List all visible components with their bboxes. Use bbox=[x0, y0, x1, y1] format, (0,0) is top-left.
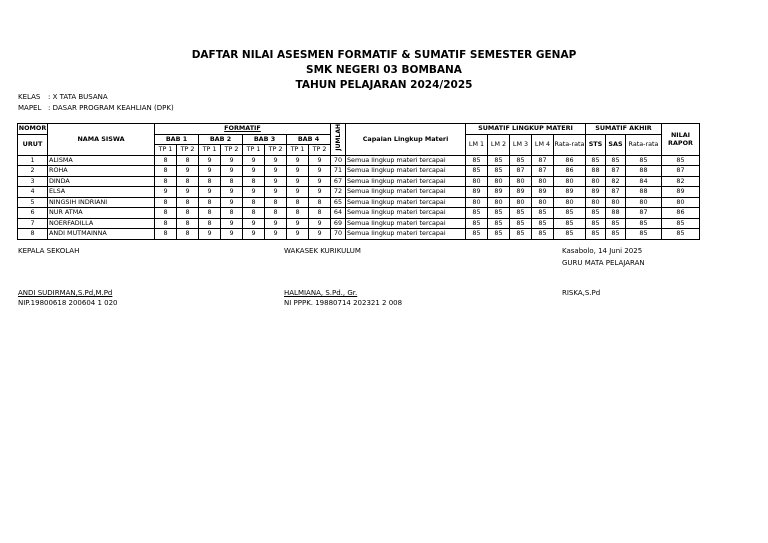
akhir-rata-rata: 80 bbox=[626, 197, 662, 208]
tp-score: 8 bbox=[177, 218, 199, 229]
tp-score: 9 bbox=[287, 155, 309, 166]
header-jumlah bbox=[331, 124, 346, 156]
nilai-rapor: 80 bbox=[662, 197, 700, 208]
lm-rata-rata: 85 bbox=[554, 218, 586, 229]
kelas-label: KELAS bbox=[18, 93, 41, 101]
lm-score: 85 bbox=[532, 208, 554, 219]
akhir-rata-rata: 88 bbox=[626, 166, 662, 177]
sas-score: 88 bbox=[606, 208, 626, 219]
lm-score: 80 bbox=[466, 176, 488, 187]
grade-table-body bbox=[18, 155, 700, 239]
lm-score: 85 bbox=[466, 155, 488, 166]
row-number: 7 bbox=[18, 218, 48, 229]
nilai-rapor: 85 bbox=[662, 229, 700, 240]
tp-score: 9 bbox=[309, 176, 331, 187]
sas-score: 82 bbox=[606, 176, 626, 187]
sts-score: 85 bbox=[586, 208, 606, 219]
header-nomor: NOMOR bbox=[18, 124, 47, 133]
lm-rata-rata: 89 bbox=[554, 187, 586, 198]
lm-score: 80 bbox=[532, 176, 554, 187]
tp-score: 9 bbox=[199, 187, 221, 198]
tp-score: 9 bbox=[309, 155, 331, 166]
akhir-rata-rata: 88 bbox=[626, 187, 662, 198]
guru-label: GURU MATA PELAJARAN bbox=[562, 259, 645, 267]
wakasek-nip: NI PPPK. 19880714 202321 2 008 bbox=[284, 299, 403, 307]
lm-score: 85 bbox=[488, 166, 510, 177]
tp-score: 8 bbox=[221, 208, 243, 219]
header-tp: TP 2 bbox=[265, 145, 287, 156]
akhir-rata-rata: 85 bbox=[626, 155, 662, 166]
lm-score: 85 bbox=[488, 229, 510, 240]
lm-score: 89 bbox=[466, 187, 488, 198]
tp-score: 8 bbox=[199, 197, 221, 208]
lm-score: 85 bbox=[532, 229, 554, 240]
table-row bbox=[18, 229, 700, 240]
header-capaian: Capaian Lingkup Materi bbox=[346, 124, 466, 156]
sts-score: 80 bbox=[586, 197, 606, 208]
tp-score: 8 bbox=[177, 229, 199, 240]
tp-score: 9 bbox=[221, 197, 243, 208]
student-name: NINGSIH INDRIANI bbox=[48, 197, 155, 208]
header-sumatif-akhir: SUMATIF AKHIR bbox=[586, 124, 662, 135]
student-name: DINDA bbox=[48, 176, 155, 187]
tp-score: 9 bbox=[155, 187, 177, 198]
lm-score: 85 bbox=[510, 155, 532, 166]
lm-rata-rata: 86 bbox=[554, 166, 586, 177]
tp-score: 8 bbox=[155, 176, 177, 187]
tp-score: 8 bbox=[309, 197, 331, 208]
nilai-rapor: 85 bbox=[662, 155, 700, 166]
kelas-info bbox=[18, 93, 108, 102]
capaian-text: Semua lingkup materi tercapai bbox=[346, 229, 466, 240]
row-number: 4 bbox=[18, 187, 48, 198]
lm-rata-rata: 86 bbox=[554, 155, 586, 166]
tp-score: 9 bbox=[243, 155, 265, 166]
row-number: 6 bbox=[18, 208, 48, 219]
mapel-label: MAPEL bbox=[18, 104, 42, 112]
tp-score: 8 bbox=[265, 208, 287, 219]
capaian-text: Semua lingkup materi tercapai bbox=[346, 197, 466, 208]
jumlah-value: 72 bbox=[331, 187, 346, 198]
table-row bbox=[18, 176, 700, 187]
jumlah-value: 70 bbox=[331, 229, 346, 240]
lm-score: 87 bbox=[510, 166, 532, 177]
lm-score: 80 bbox=[466, 197, 488, 208]
tp-score: 9 bbox=[265, 229, 287, 240]
header-rata-rata: Rata-rata bbox=[554, 134, 586, 155]
tp-score: 9 bbox=[287, 166, 309, 177]
wakasek-label: WAKASEK KURIKULUM bbox=[284, 247, 361, 255]
header-rata-rata-akhir: Rata-rata bbox=[626, 134, 662, 155]
row-number: 5 bbox=[18, 197, 48, 208]
tp-score: 9 bbox=[221, 229, 243, 240]
akhir-rata-rata: 87 bbox=[626, 208, 662, 219]
jumlah-value: 67 bbox=[331, 176, 346, 187]
tp-score: 9 bbox=[265, 176, 287, 187]
tp-score: 8 bbox=[155, 218, 177, 229]
tp-score: 9 bbox=[243, 218, 265, 229]
header-tp: TP 2 bbox=[221, 145, 243, 156]
tp-score: 8 bbox=[177, 197, 199, 208]
lm-score: 85 bbox=[510, 218, 532, 229]
jumlah-value: 70 bbox=[331, 155, 346, 166]
sas-score: 85 bbox=[606, 155, 626, 166]
lm-score: 89 bbox=[532, 187, 554, 198]
tp-score: 8 bbox=[265, 197, 287, 208]
lm-rata-rata: 85 bbox=[554, 229, 586, 240]
sts-score: 89 bbox=[586, 187, 606, 198]
sts-score: 85 bbox=[586, 218, 606, 229]
tp-score: 8 bbox=[155, 197, 177, 208]
tp-score: 9 bbox=[287, 218, 309, 229]
jumlah-value: 69 bbox=[331, 218, 346, 229]
tp-score: 9 bbox=[199, 229, 221, 240]
nilai-rapor: 82 bbox=[662, 176, 700, 187]
sts-score: 80 bbox=[586, 176, 606, 187]
wakasek-name: HALMIANA, S.Pd., Gr. bbox=[284, 289, 358, 297]
kepala-sekolah-name: ANDI SUDIRMAN,S.Pd,M.Pd bbox=[18, 289, 113, 297]
lm-score: 85 bbox=[532, 218, 554, 229]
tp-score: 9 bbox=[265, 218, 287, 229]
tp-score: 9 bbox=[221, 166, 243, 177]
tp-score: 8 bbox=[177, 208, 199, 219]
kepala-sekolah-nip: NIP.19800618 200604 1 020 bbox=[18, 299, 118, 307]
header-nilai-rapor: NILAI RAPOR bbox=[662, 124, 700, 156]
sts-score: 85 bbox=[586, 155, 606, 166]
tp-score: 8 bbox=[155, 229, 177, 240]
tp-score: 8 bbox=[309, 208, 331, 219]
row-number: 3 bbox=[18, 176, 48, 187]
guru-name: RISKA,S.Pd bbox=[562, 289, 601, 297]
lm-score: 85 bbox=[488, 155, 510, 166]
signature-date: Kasabolo, 14 Juni 2025 bbox=[562, 247, 643, 255]
tp-score: 8 bbox=[243, 176, 265, 187]
table-row bbox=[18, 155, 700, 166]
header-nama-siswa: NAMA SISWA bbox=[48, 124, 155, 156]
doc-title-line1: DAFTAR NILAI ASESMEN FORMATIF & SUMATIF SEMESTER GENAP bbox=[191, 49, 577, 61]
doc-title-line3: TAHUN PELAJARAN 2024/2025 bbox=[295, 79, 473, 91]
row-number: 1 bbox=[18, 155, 48, 166]
tp-score: 9 bbox=[309, 166, 331, 177]
tp-score: 9 bbox=[221, 155, 243, 166]
tp-score: 8 bbox=[243, 208, 265, 219]
tp-score: 8 bbox=[177, 176, 199, 187]
nilai-rapor: 85 bbox=[662, 218, 700, 229]
tp-score: 8 bbox=[243, 197, 265, 208]
tp-score: 9 bbox=[199, 155, 221, 166]
tp-score: 9 bbox=[177, 187, 199, 198]
header-lm3: LM 3 bbox=[510, 134, 532, 155]
tp-score: 9 bbox=[287, 187, 309, 198]
header-bab4: BAB 4 bbox=[287, 134, 331, 145]
lm-rata-rata: 85 bbox=[554, 208, 586, 219]
sas-score: 85 bbox=[606, 229, 626, 240]
table-row bbox=[18, 208, 700, 219]
header-sumatif-lm: SUMATIF LINGKUP MATERI bbox=[466, 124, 586, 135]
table-row bbox=[18, 187, 700, 198]
tp-score: 9 bbox=[287, 229, 309, 240]
akhir-rata-rata: 85 bbox=[626, 218, 662, 229]
tp-score: 9 bbox=[243, 229, 265, 240]
doc-title-line2: SMK NEGERI 03 BOMBANA bbox=[306, 64, 462, 76]
tp-score: 9 bbox=[221, 187, 243, 198]
student-name: ALISMA bbox=[48, 155, 155, 166]
lm-score: 85 bbox=[466, 208, 488, 219]
header-lm1: LM 1 bbox=[466, 134, 488, 155]
tp-score: 9 bbox=[243, 166, 265, 177]
tp-score: 9 bbox=[309, 229, 331, 240]
tp-score: 9 bbox=[177, 166, 199, 177]
lm-score: 89 bbox=[510, 187, 532, 198]
header-sas: SAS bbox=[606, 134, 626, 155]
nilai-rapor: 89 bbox=[662, 187, 700, 198]
lm-score: 85 bbox=[466, 166, 488, 177]
student-name: ROHA bbox=[48, 166, 155, 177]
row-number: 8 bbox=[18, 229, 48, 240]
header-lm2: LM 2 bbox=[488, 134, 510, 155]
lm-rata-rata: 80 bbox=[554, 176, 586, 187]
kelas-value: : X TATA BUSANA bbox=[48, 93, 108, 101]
tp-score: 9 bbox=[221, 218, 243, 229]
capaian-text: Semua lingkup materi tercapai bbox=[346, 208, 466, 219]
tp-score: 9 bbox=[309, 187, 331, 198]
header-urut: URUT bbox=[18, 134, 48, 155]
header-tp: TP 1 bbox=[287, 145, 309, 156]
tp-score: 8 bbox=[155, 155, 177, 166]
header-tp: TP 2 bbox=[309, 145, 331, 156]
lm-score: 80 bbox=[510, 197, 532, 208]
lm-score: 85 bbox=[488, 218, 510, 229]
tp-score: 8 bbox=[199, 208, 221, 219]
header-jumlah-label: JUMLAH bbox=[334, 124, 342, 152]
jumlah-value: 71 bbox=[331, 166, 346, 177]
jumlah-value: 65 bbox=[331, 197, 346, 208]
sas-score: 87 bbox=[606, 166, 626, 177]
nilai-rapor: 87 bbox=[662, 166, 700, 177]
tp-score: 9 bbox=[199, 166, 221, 177]
tp-score: 9 bbox=[265, 155, 287, 166]
student-name: NOERFADILLA bbox=[48, 218, 155, 229]
tp-score: 8 bbox=[155, 166, 177, 177]
nilai-rapor: 86 bbox=[662, 208, 700, 219]
lm-score: 80 bbox=[488, 176, 510, 187]
capaian-text: Semua lingkup materi tercapai bbox=[346, 176, 466, 187]
tp-score: 8 bbox=[155, 208, 177, 219]
lm-score: 80 bbox=[488, 197, 510, 208]
header-tp: TP 1 bbox=[155, 145, 177, 156]
capaian-text: Semua lingkup materi tercapai bbox=[346, 218, 466, 229]
table-row bbox=[18, 166, 700, 177]
header-bab2: BAB 2 bbox=[199, 134, 243, 145]
tp-score: 9 bbox=[265, 187, 287, 198]
lm-score: 85 bbox=[510, 208, 532, 219]
lm-score: 89 bbox=[488, 187, 510, 198]
tp-score: 9 bbox=[309, 218, 331, 229]
tp-score: 8 bbox=[287, 208, 309, 219]
capaian-text: Semua lingkup materi tercapai bbox=[346, 155, 466, 166]
tp-score: 9 bbox=[265, 166, 287, 177]
tp-score: 8 bbox=[221, 176, 243, 187]
akhir-rata-rata: 85 bbox=[626, 229, 662, 240]
student-name: NUR ATMA bbox=[48, 208, 155, 219]
header-sts: STS bbox=[586, 134, 606, 155]
akhir-rata-rata: 84 bbox=[626, 176, 662, 187]
lm-score: 87 bbox=[532, 166, 554, 177]
student-name: ELSA bbox=[48, 187, 155, 198]
tp-score: 8 bbox=[199, 218, 221, 229]
tp-score: 8 bbox=[199, 176, 221, 187]
sts-score: 88 bbox=[586, 166, 606, 177]
tp-score: 9 bbox=[287, 176, 309, 187]
kepala-sekolah-label: KEPALA SEKOLAH bbox=[18, 247, 80, 255]
header-bab3: BAB 3 bbox=[243, 134, 287, 145]
sas-score: 87 bbox=[606, 187, 626, 198]
capaian-text: Semua lingkup materi tercapai bbox=[346, 166, 466, 177]
row-number: 2 bbox=[18, 166, 48, 177]
table-row bbox=[18, 218, 700, 229]
header-tp: TP 1 bbox=[199, 145, 221, 156]
tp-score: 8 bbox=[287, 197, 309, 208]
grade-table bbox=[17, 123, 700, 240]
student-name: ANDI MUTMAINNA bbox=[48, 229, 155, 240]
header-bab1: BAB 1 bbox=[155, 134, 199, 145]
header-tp: TP 2 bbox=[177, 145, 199, 156]
header-lm4: LM 4 bbox=[532, 134, 554, 155]
capaian-text: Semua lingkup materi tercapai bbox=[346, 187, 466, 198]
tp-score: 8 bbox=[177, 155, 199, 166]
lm-rata-rata: 80 bbox=[554, 197, 586, 208]
lm-score: 80 bbox=[532, 197, 554, 208]
tp-score: 9 bbox=[243, 187, 265, 198]
lm-score: 85 bbox=[466, 229, 488, 240]
lm-score: 85 bbox=[466, 218, 488, 229]
lm-score: 80 bbox=[510, 176, 532, 187]
lm-score: 87 bbox=[532, 155, 554, 166]
header-formatif: FORMATIF bbox=[155, 124, 331, 135]
sts-score: 85 bbox=[586, 229, 606, 240]
mapel-info bbox=[18, 104, 174, 113]
table-row bbox=[18, 197, 700, 208]
mapel-value: : DASAR PROGRAM KEAHLIAN (DPK) bbox=[48, 104, 174, 112]
header-tp: TP 1 bbox=[243, 145, 265, 156]
lm-score: 85 bbox=[488, 208, 510, 219]
sas-score: 80 bbox=[606, 197, 626, 208]
lm-score: 85 bbox=[510, 229, 532, 240]
jumlah-value: 64 bbox=[331, 208, 346, 219]
sas-score: 85 bbox=[606, 218, 626, 229]
